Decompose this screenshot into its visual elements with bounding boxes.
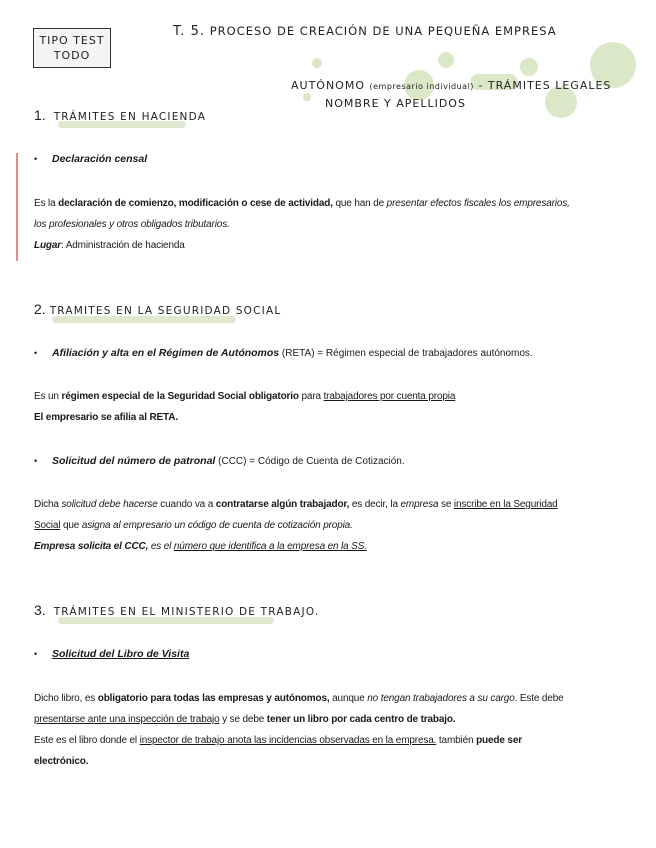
text: para: [298, 391, 324, 402]
bullet-declaracion-censal: [34, 153, 147, 165]
text-bold: contratarse algún trabajador,: [215, 499, 350, 510]
text-italic: es el: [148, 541, 174, 552]
text-underline: inscribe en la Seguridad: [453, 499, 558, 510]
bullet-text: Declaración censal: [52, 153, 148, 165]
text-line: [34, 193, 570, 214]
text: es decir, la: [349, 499, 401, 510]
lugar-text: : Administración de hacienda: [61, 240, 185, 251]
subtitle-note: (empresario individual): [369, 82, 474, 91]
section-heading-1: [34, 107, 206, 124]
section-title: TRÁMITES EN EL MINISTERIO DE TRABAJO.: [53, 606, 320, 618]
text-line: [34, 730, 564, 751]
text-line: [34, 407, 455, 428]
tipo-test-line1: TIPO TEST: [39, 34, 105, 47]
text: y se debe: [219, 714, 267, 725]
bullet-dot: •: [34, 154, 38, 164]
bullet-patronal: [34, 455, 405, 467]
decor-blob: [520, 58, 538, 76]
bullet-afiliacion: [34, 347, 533, 359]
lugar-label: Lugar: [34, 240, 62, 251]
section2-paragraph-2: [34, 494, 558, 557]
text-line: [34, 536, 558, 557]
subtitle: [291, 79, 611, 92]
author-name: NOMBRE Y APELLIDOS: [325, 97, 466, 110]
text-bold: electrónico.: [34, 756, 89, 767]
tipo-test-box: [33, 28, 111, 68]
bullet-text-bold: Solicitud del número de patronal: [52, 455, 216, 467]
text: que han de: [332, 198, 387, 209]
text-underline: inspector de trabajo anota las incidencias observadas en la empresa.: [139, 735, 437, 746]
bullet-text-bold: Afiliación y alta en el Régimen de Autónomos: [52, 347, 280, 359]
section-heading-3: [34, 602, 319, 619]
text: se: [438, 499, 454, 510]
section-number: 2.: [34, 301, 46, 317]
section2-paragraph-1: [34, 386, 455, 428]
bullet-dot: •: [34, 649, 38, 659]
section-title: TRÁMITES EN HACIENDA: [53, 111, 207, 123]
text-line: [34, 751, 564, 772]
section1-paragraph: [34, 193, 570, 256]
text-line: [34, 688, 564, 709]
text-bold-italic: Empresa solicita el CCC,: [34, 541, 149, 552]
text-italic: no tengan trabajadores a su cargo: [367, 693, 515, 704]
text: Es un: [34, 391, 62, 402]
text-bold: El empresario se afilia al RETA.: [34, 412, 178, 423]
text-italic: asigna al empresario un código de cuenta de cotización propia.: [81, 520, 353, 531]
bullet-dot: •: [34, 348, 38, 358]
text-underline: número que identifica a la empresa en la SS.: [173, 541, 367, 552]
margin-line: [16, 153, 18, 261]
subtitle-autonomo: AUTÓNOMO: [291, 79, 365, 92]
section-number: 1.: [34, 107, 46, 123]
text-italic: presentar efectos fiscales los empresarios,: [386, 198, 570, 209]
text-bold: puede ser: [476, 735, 522, 746]
text-bold: tener un libro por cada centro de trabajo.: [266, 714, 456, 725]
bullet-text: (CCC) = Código de Cuenta de Cotización.: [215, 456, 405, 467]
text-bold: obligatorio para todas las empresas y autónomos,: [97, 693, 330, 704]
subtitle-tramites: - TRÁMITES LEGALES: [478, 79, 612, 92]
text: que: [60, 520, 82, 531]
section-title: TRAMITES EN LA SEGURIDAD SOCIAL: [49, 305, 282, 317]
text-underline: Social: [34, 520, 61, 531]
text-line: [34, 709, 564, 730]
section-heading-2: [34, 301, 281, 318]
text: aunque: [329, 693, 368, 704]
text-italic: solicitud debe hacerse: [61, 499, 158, 510]
section3-paragraph: [34, 688, 564, 772]
decor-blob: [312, 58, 322, 68]
decor-blob: [303, 93, 311, 101]
text: . Este debe: [514, 693, 564, 704]
text: Es la: [34, 198, 59, 209]
text-line: [34, 494, 558, 515]
text-bold: régimen especial de la Seguridad Social obligatorio: [61, 391, 299, 402]
text: también: [436, 735, 477, 746]
text: Este es el libro donde el: [34, 735, 140, 746]
text: Dicho libro, es: [34, 693, 98, 704]
decor-blob: [438, 52, 454, 68]
text: cuando va a: [157, 499, 216, 510]
bullet-dot: •: [34, 456, 38, 466]
bullet-text: Solicitud del Libro de Visita: [52, 648, 190, 660]
tipo-test-line2: TODO: [53, 49, 91, 62]
title-text: PROCESO DE CREACIÓN DE UNA PEQUEÑA EMPRESA: [209, 24, 557, 38]
text: Dicha: [34, 499, 62, 510]
text-line: [34, 235, 570, 256]
bullet-libro-visita: [34, 648, 189, 660]
section-number: 3.: [34, 602, 46, 618]
text-underline: trabajadores por cuenta propia: [323, 391, 456, 402]
text-line: [34, 386, 455, 407]
text-bold: declaración de comienzo, modificación o cese de actividad,: [58, 198, 333, 209]
page-title: [173, 24, 557, 39]
text-line: [34, 515, 558, 536]
bullet-text: (RETA) = Régimen especial de trabajadores autónomos.: [279, 348, 533, 359]
text-underline: presentarse ante una inspección de trabajo: [34, 714, 220, 725]
text-italic: empresa: [400, 499, 439, 510]
text-line: los profesionales y otros obligados tributarios.: [34, 219, 230, 230]
title-number: T. 5.: [173, 24, 206, 39]
